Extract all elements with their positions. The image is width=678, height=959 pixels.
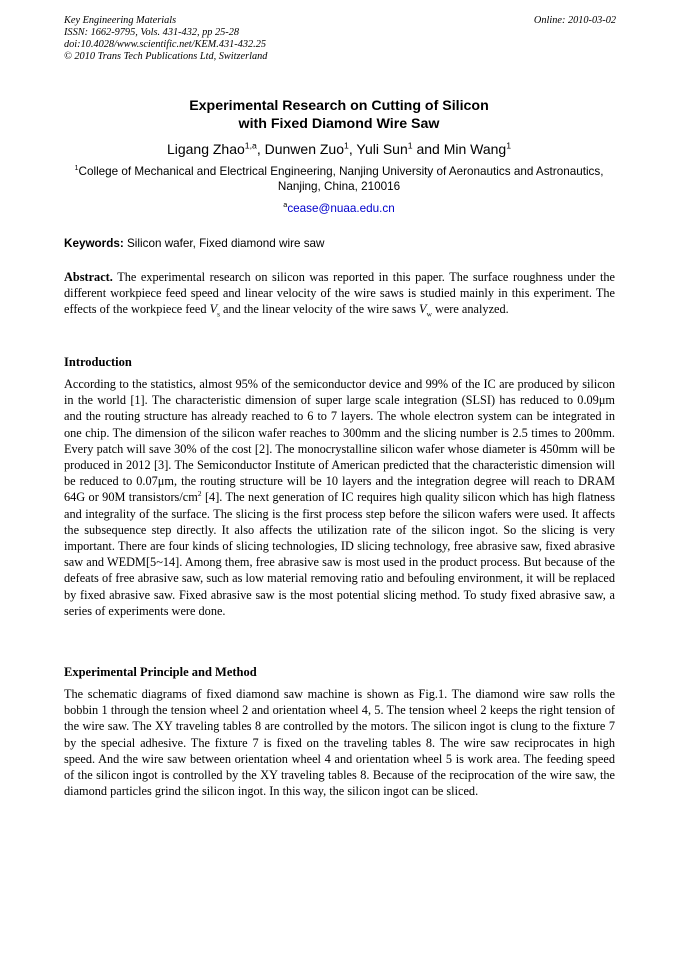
email-link[interactable]: cease@nuaa.edu.cn <box>287 202 395 215</box>
abstract-variable-2: V <box>419 302 427 317</box>
abstract <box>64 269 615 318</box>
keywords <box>64 236 616 251</box>
method-heading: Experimental Principle and Method <box>64 665 257 679</box>
abstract-variable-1-subscript: s <box>217 309 220 319</box>
title-line-2: with Fixed Diamond Wire Saw <box>238 116 440 132</box>
author-1-affiliation-mark: 1,a <box>244 140 257 151</box>
author-list: Ligang Zhao$^{1,a}$, Dunwen Zuo$^1$, Yuli Sun$^1$ and Min Wang$^1$ <box>166 140 512 157</box>
introduction-body <box>64 376 615 619</box>
introduction-superscript: 2 <box>197 489 202 499</box>
title-line-1: Experimental Research on Cutting of Silicon <box>189 98 489 114</box>
email-mark: a <box>283 200 288 210</box>
journal-name: Key Engineering Materials <box>64 15 177 26</box>
issn-line: ISSN: 1662-9795, Vols. 431-432, pp 25-28 <box>64 27 240 38</box>
keywords-text: Silicon wafer, Fixed diamond wire saw <box>127 237 325 250</box>
author-2: Dunwen Zuo <box>264 141 345 157</box>
introduction-heading: Introduction <box>64 355 132 369</box>
abstract-text-3: were analyzed. <box>434 302 509 317</box>
affiliation-mark: 1 <box>74 163 79 173</box>
author-conjunction: and <box>416 141 440 157</box>
author-2-affiliation-mark: 1 <box>344 140 349 151</box>
affiliation-text: College of Mechanical and Electrical Engineering, Nanjing University of Aeronautics and Astronautics, Nanjing, China, 210016 <box>78 165 604 193</box>
paper-title <box>64 97 614 133</box>
method-body: The schematic diagrams of fixed diamond saw machine is shown as Fig.1. The diamond wire saw rolls the bobbin 1 through the tension wheel 2 and orientation wheel 4, 5. The tension wheel 2 keeps the right tension of the wire saw. The XY traveling tables 8 are controlled by the motors. The silicon ingot is clung to the fixture 7 by the special adhesive. The fixture 7 is fixed on the traveling tables 8. The wire saw reciprocates in high speed. And the wire saw between orientation wheel 4 and orientation wheel 5 is work area. The feeding speed of the silicon ingot is controlled by the XY traveling tables 8. Because of the reciprocation of the wire saw, the diamond particles grind the silicon ingot. In this way, the silicon ingot can be sliced. <box>64 687 615 799</box>
abstract-variable-2-subscript: w <box>426 309 432 319</box>
online-date: Online: 2010-03-02 <box>533 15 616 26</box>
abstract-text-2: and the linear velocity of the wire saws <box>223 302 416 317</box>
journal-header <box>64 15 616 63</box>
keywords-label: Keywords: <box>64 237 124 250</box>
copyright-line: © 2010 Trans Tech Publications Ltd, Switzerland <box>64 51 268 62</box>
introduction-text-2: [4]. The next generation of IC requires high quality silicon which has high flatness and integrality of the surface. The slicing is the first process step before the silicon wafers were used. It affects the subsequence step directly. It also affects the utilization rate of the silicon ingot. So the slicing is very important. There are four kinds of slicing technologies, ID slicing technology, free abrasive saw, fixed abrasive saw and WEDM[5~14]. Among them, free abrasive saw is most used in the product process. But because of the defeats of free abrasive saw, such as low material removing ratio and befouling environment, it will be replaced by fixed abrasive saw. Fixed abrasive saw is the most potential slicing method. To study fixed abrasive saw, a series of experiments were done. <box>64 490 615 618</box>
author-4-affiliation-mark: 1 <box>506 140 512 151</box>
abstract-variable-1: V <box>209 302 218 317</box>
abstract-label: Abstract. <box>64 270 113 284</box>
author-3-affiliation-mark: 1 <box>407 140 413 151</box>
contact-email <box>64 201 614 216</box>
author-1: Ligang Zhao <box>166 141 245 157</box>
author-4: Min Wang <box>443 141 507 157</box>
introduction-text-1: According to the statistics, almost 95% of the semiconductor device and 99% of the IC are produced by silicon in the world [1]. The characteristic dimension of super large scale integration (SLSI) has reduced to 0.09μm and the routing structure has already reached to 6 to 7 layers. The whole electron system can be integrated in one chip. The dimension of the silicon wafer reaches to 300mm and the slicing number is 2.5 times to 200mm. Every patch will save 30% of the cost [2]. The monocrystalline silicon wafer whose diameter is 450mm will be produced in 2012 [3]. The Semiconductor Institute of American predicted that the characteristic dimension will be reduced to 0.07μm, the routing structure will be 10 layers and the integration degree will reach to DRAM 64G or 90M transistors/cm <box>64 377 615 505</box>
abstract-text-1: The experimental research on silicon was reported in this paper. The surface roughness under the different workpiece feed speed and linear velocity of the wire saws is studied mainly in this experiment. The effects of the workpiece feed <box>64 270 615 317</box>
doi-line[interactable]: doi:10.4028/www.scientific.net/KEM.431-432.25 <box>64 39 267 50</box>
affiliation <box>64 164 614 194</box>
author-3: Yuli Sun <box>356 141 408 157</box>
